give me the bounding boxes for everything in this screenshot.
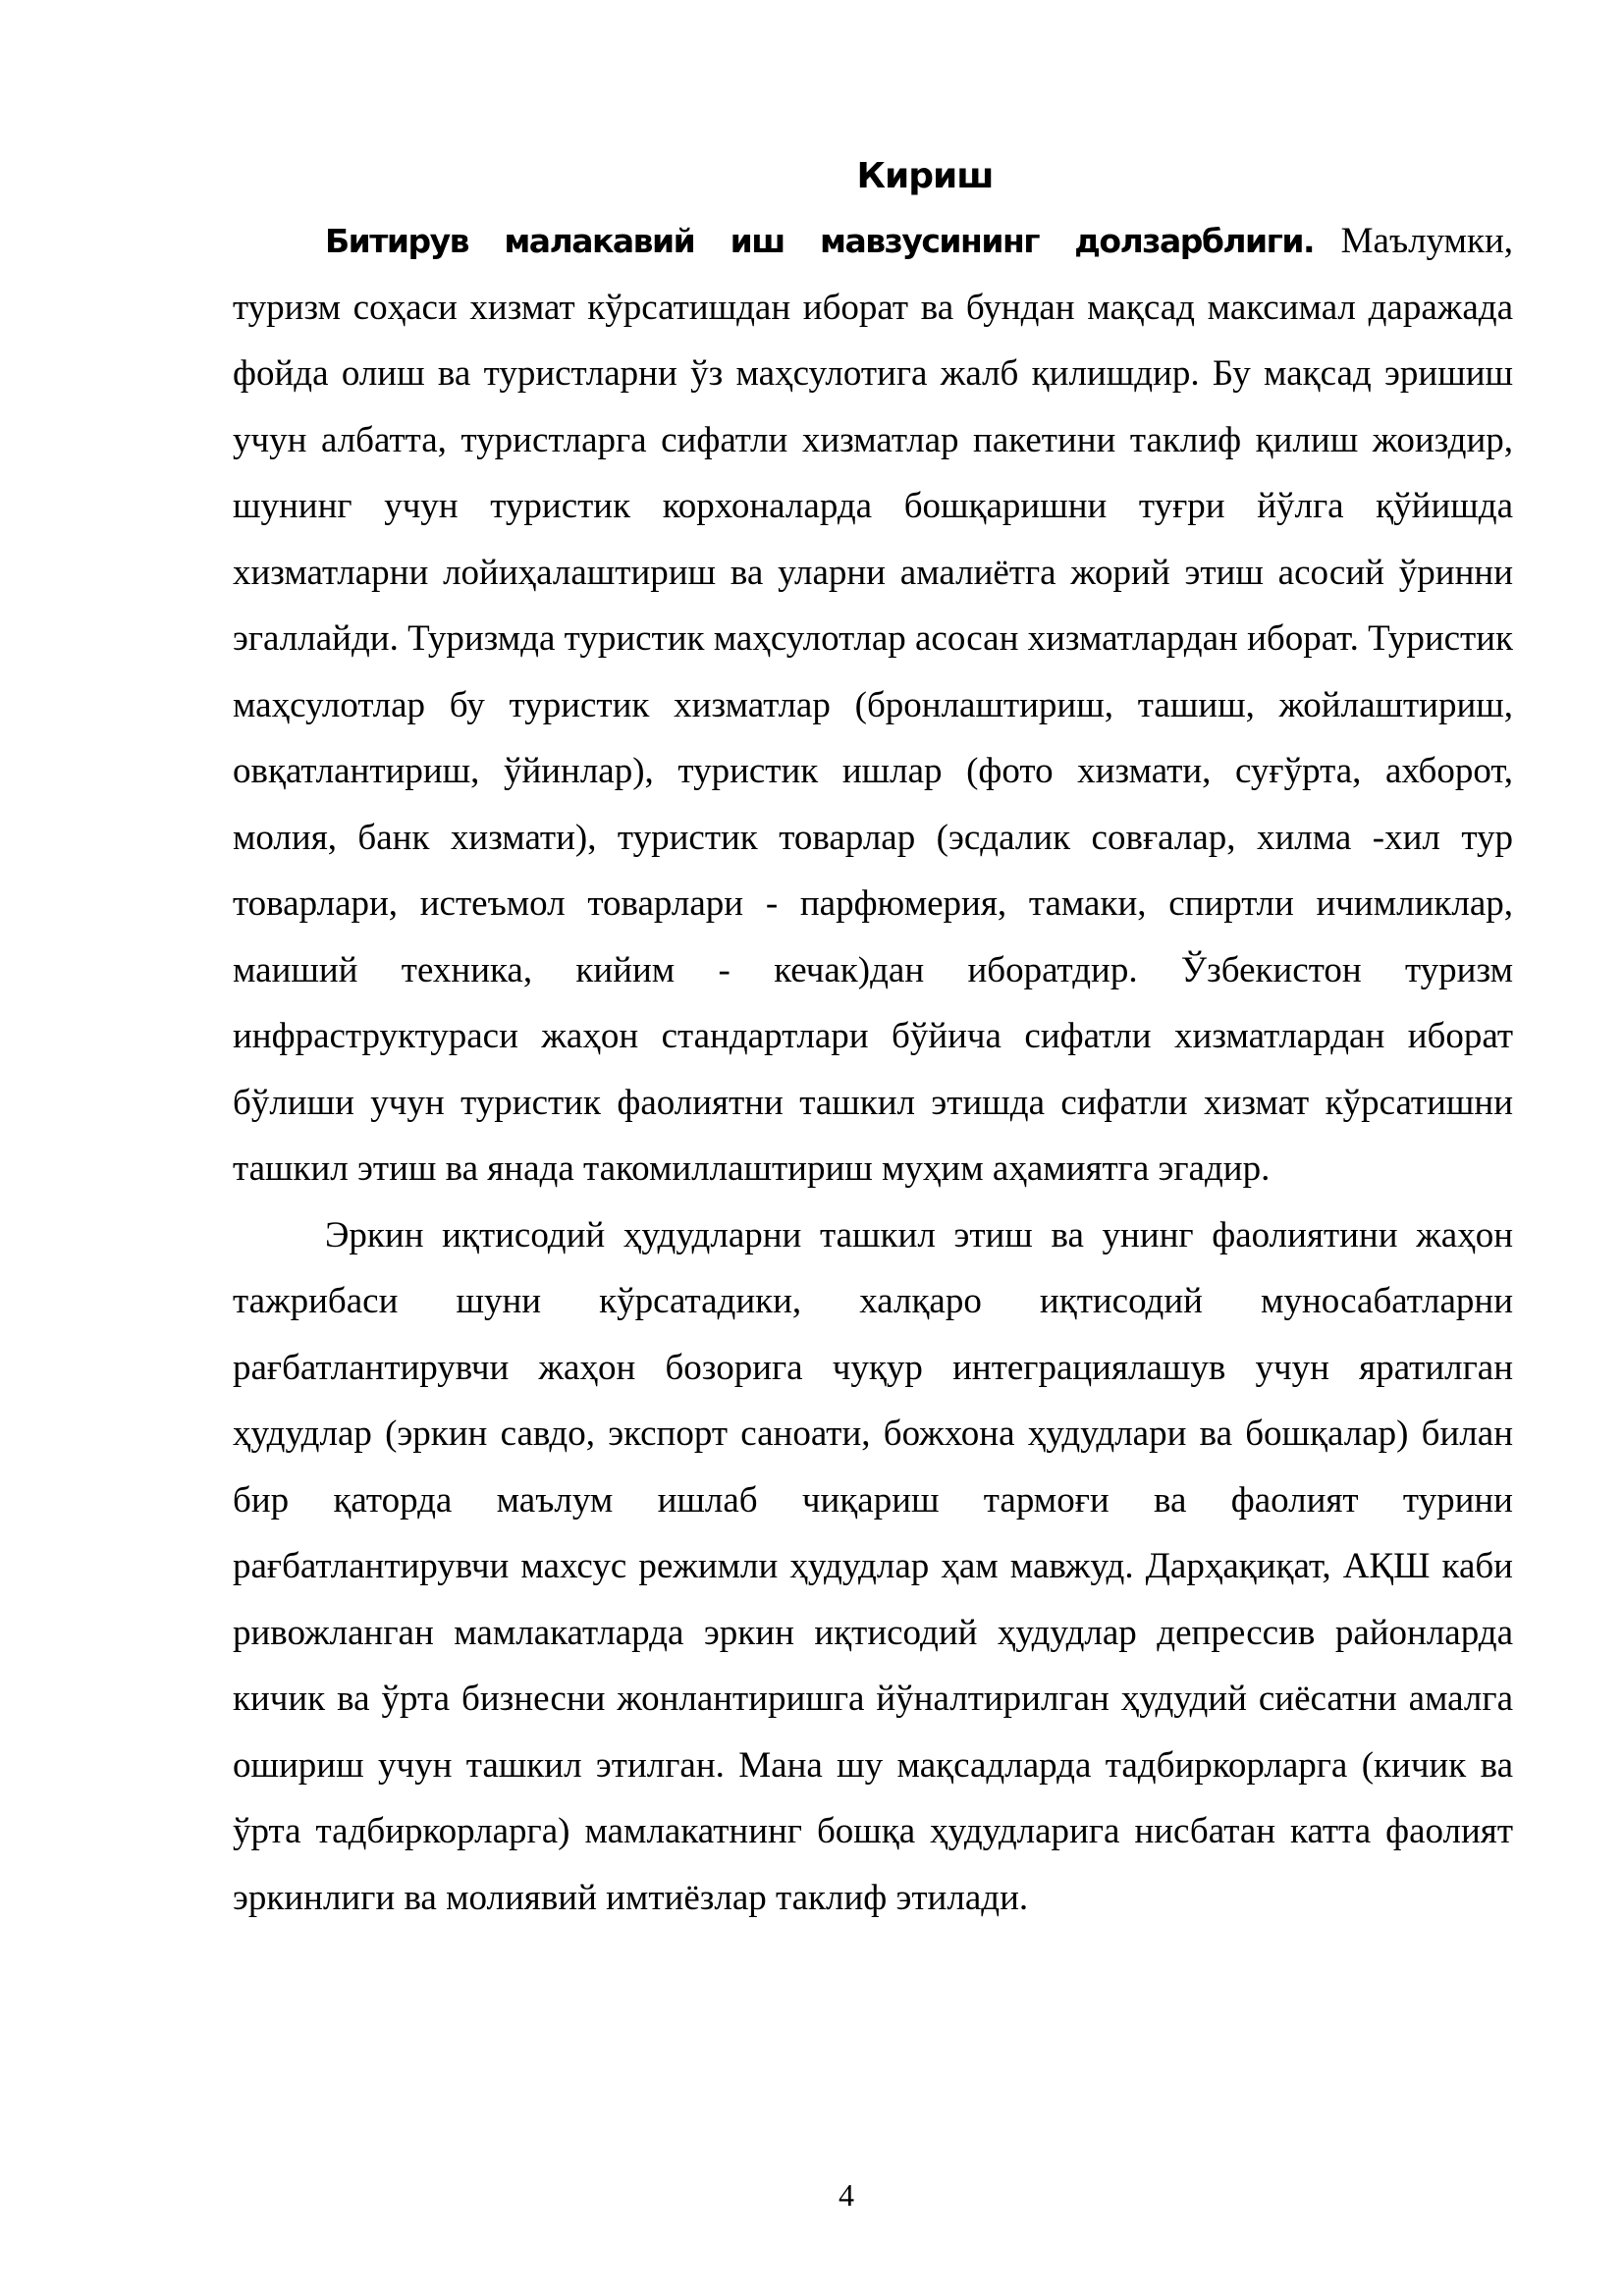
paragraph-text: Маълумки, туризм соҳаси хизмат кўрсатишдан иборат ва бундан мақсад максимал даражада фойда олиш ва туристларни ўз маҳсулотига жалб қилишдир. Бу мақсад эришиш учун албатта, туристларга сифатли хизматлар пакетини таклиф қилиш жоиздир, шунинг учун туристик корхоналарда бошқаришни туғри йўлга қўйишда хизматларни лойиҳалаштириш ва уларни амалиётга жорий этиш асосий ўринни эгаллайди. Туризмда туристик маҳсулотлар асосан хизматлардан иборат. Туристик маҳсулотлар бу туристик хизматлар (бронлаштириш, ташиш, жойлаштириш, овқатлантириш, ўйинлар), туристик ишлар (фото хизмати, суғўрта, ахборот, молия, банк хизмати), туристик товарлар (эсдалик совғалар, хилма -хил тур товарлари, истеъмол товарлари - парфюмерия, тамаки, спиртли ичимликлар, маиший техника, кийим - кечак)дан иборатдир. Ўзбекистон туризм инфраструктураси жаҳон стандартлари бўйича сифатли хизматлардан иборат бўлиши учун туристик фаолиятни ташкил этишда сифатли хизмат кўрсатишни ташкил этиш ва янада такомиллаштириш муҳим аҳамиятга эгадир.: [233, 221, 1513, 1189]
paragraph-text: Эркин иқтисодий ҳудудларни ташкил этиш ва унинг фаолиятини жаҳон тажрибаси шуни кўрсатадики, халқаро иқтисодий муносабатларни рағбатлантирувчи жаҳон бозорига чуқур интеграциялашув учун яратилган ҳудудлар (эркин савдо, экспорт саноати, божхона ҳудудлари ва бошқалар) билан бир қаторда маълум ишлаб чиқариш тармоғи ва фаолият турини рағбатлантирувчи махсус режимли ҳудудлар ҳам мавжуд. Дарҳақиқат, АҚШ каби ривожланган мамлакатларда эркин иқтисодий ҳудудлар депрессив районларда кичик ва ўрта бизнесни жонлантиришга йўналтирилган ҳудудий сиёсатни амалга ошириш учун ташкил этилган. Мана шу мақсадларда тадбиркорларга (кичик ва ўрта тадбиркорларга) мамлакатнинг бошқа ҳудудларига нисбатан катта фаолият эркинлиги ва молиявий имтиёзлар таклиф этилади.: [233, 1214, 1513, 1918]
section-heading: Кириш: [856, 156, 994, 196]
body-text: [233, 208, 1513, 1931]
paragraph-lead: Битирув малакавий иш мавзусининг долзарблиги.: [325, 222, 1315, 260]
paragraph-1: [233, 208, 1513, 1202]
paragraph-2: [233, 1202, 1513, 1932]
page-number: 4: [839, 2177, 854, 2213]
